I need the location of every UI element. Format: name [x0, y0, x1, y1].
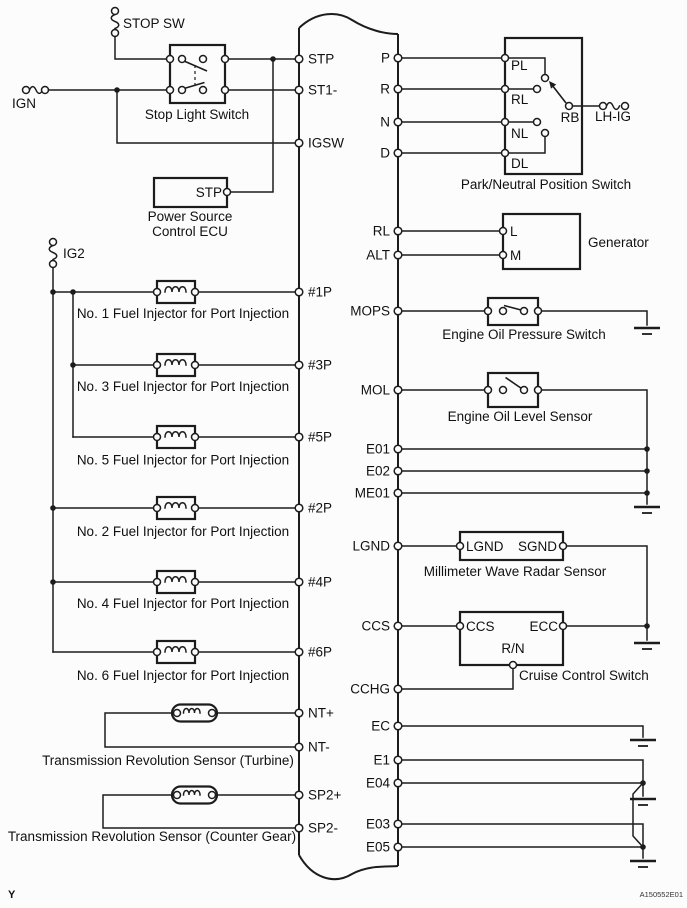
pin-label-4p: #4P: [308, 574, 333, 590]
page-corner-mark: Y: [8, 889, 16, 901]
radar-caption: Millimeter Wave Radar Sensor: [423, 564, 607, 579]
pin-label-cchg: CCHG: [350, 681, 390, 697]
figure-code: A150552E01: [639, 890, 683, 899]
stop-light-switch-caption: Stop Light Switch: [144, 107, 250, 122]
pin-label-n: N: [380, 114, 390, 130]
generator-pin-l: L: [510, 224, 518, 239]
junction-dot: [270, 56, 276, 62]
psce-pin-stp: STP: [195, 185, 222, 200]
injector-caption-3: No. 3 Fuel Injector for Port Injection: [76, 379, 290, 394]
revolution-sensor-icon: [172, 787, 217, 804]
pin-label-lgnd: LGND: [352, 538, 390, 554]
junction-dot: [644, 468, 650, 474]
right-wiring: [402, 38, 660, 867]
coil-icon: [165, 647, 186, 652]
pin-label-alt: ALT: [366, 247, 390, 263]
pin-label-6p: #6P: [308, 644, 333, 660]
pin-label-me01: ME01: [354, 485, 390, 501]
junction-dot: [644, 446, 650, 452]
coil-icon: [165, 360, 186, 365]
ground-icon: [634, 643, 660, 649]
junction-dot: [70, 362, 76, 368]
pin-label-e03: E03: [365, 816, 390, 832]
injector-caption-1: No. 1 Fuel Injector for Port Injection: [76, 306, 290, 321]
injector-icon: [154, 281, 199, 303]
lh-ig-label: LH-IG: [594, 109, 632, 124]
pin-label-igsw: IGSW: [308, 135, 344, 151]
injector-icon: [154, 354, 199, 376]
oil-level-sensor-caption: Engine Oil Level Sensor: [447, 409, 593, 424]
junction-dot: [70, 289, 76, 295]
injector-caption-5: No. 5 Fuel Injector for Port Injection: [76, 452, 290, 468]
cruise-caption: Cruise Control Switch: [519, 668, 649, 683]
engine-oil-level-sensor: [485, 373, 542, 407]
pin-label-ec: EC: [371, 718, 390, 734]
injector-caption-4: No. 4 Fuel Injector for Port Injection: [76, 596, 290, 611]
ground-icon: [634, 328, 660, 334]
junction-dot: [114, 87, 120, 93]
coil-icon: [165, 503, 186, 508]
pnp-pin-nl: NL: [511, 126, 529, 141]
counter-gear-sensor-caption: Transmission Revolution Sensor (Counter Gear): [7, 829, 297, 844]
pnp-pin-rb: RB: [560, 110, 580, 125]
ign-label: IGN: [12, 96, 37, 111]
pin-label-e05: E05: [365, 839, 390, 855]
coil-icon: [165, 287, 186, 292]
cruise-pin-ccs: CCS: [466, 619, 495, 634]
fuse-icon: [111, 8, 119, 37]
junction-dot: [50, 579, 56, 585]
junction-dot: [640, 780, 646, 786]
oil-pressure-switch-caption: Engine Oil Pressure Switch: [442, 327, 606, 342]
pin-label-ntm: NT-: [308, 739, 330, 755]
cruise-pin-ecc: ECC: [529, 619, 558, 634]
junction-dot: [640, 844, 646, 850]
engine-oil-pressure-switch: [485, 298, 542, 325]
ig2-label: IG2: [63, 246, 85, 261]
coil-icon: [165, 432, 186, 437]
pin-label-mops: MOPS: [350, 303, 390, 319]
cruise-pin-rn: R/N: [501, 641, 525, 656]
turbine-sensor-caption: Transmission Revolution Sensor (Turbine): [42, 753, 294, 768]
pnp-pin-dl: DL: [511, 156, 529, 171]
stop-sw-label: STOP SW: [123, 16, 185, 31]
pin-label-rl: RL: [372, 223, 390, 239]
left-wiring: [23, 8, 296, 829]
pin-label-st1: ST1-: [308, 82, 338, 98]
pin-label-sp2m: SP2-: [308, 820, 339, 836]
pnp-caption: Park/Neutral Position Switch: [460, 177, 632, 192]
junction-dot: [50, 505, 56, 511]
junction-dot: [644, 623, 650, 629]
coil-icon: [165, 577, 186, 582]
pnp-pin-pl: PL: [511, 58, 528, 73]
injector-icon: [154, 426, 199, 448]
injector-caption-6: No. 6 Fuel Injector for Port Injection: [76, 668, 290, 683]
coil-icon: [184, 709, 201, 714]
pin-label-3p: #3P: [308, 357, 333, 373]
ground-icon: [630, 799, 656, 805]
ground-icon: [634, 507, 660, 513]
junction-dot: [644, 490, 650, 496]
injector-caption-2: No. 2 Fuel Injector for Port Injection: [76, 524, 290, 539]
pin-label-e1: E1: [373, 752, 390, 768]
injector-icon: [154, 497, 199, 519]
pin-label-e02: E02: [365, 463, 390, 479]
fuse-icon: [23, 87, 49, 94]
pin-label-p: P: [380, 50, 390, 66]
ground-icon: [630, 740, 656, 746]
psce-caption-line1: Power Source: [147, 209, 233, 224]
psce-caption-line2: Control ECU: [152, 224, 228, 239]
pin-label-d: D: [380, 145, 390, 161]
pin-label-e04: E04: [365, 775, 390, 791]
pin-label-ccs: CCS: [361, 618, 390, 634]
pin-label-ntp: NT+: [308, 705, 334, 721]
pin-label-sp2p: SP2+: [308, 787, 342, 803]
pin-label-e01: E01: [365, 441, 390, 457]
pin-label-mol: MOL: [360, 382, 390, 398]
stop-light-switch: [167, 45, 229, 103]
pnp-pin-rl: RL: [511, 92, 529, 107]
junction-dot: [50, 289, 56, 295]
generator-caption: Generator: [588, 235, 649, 250]
switch-arm-arrow-icon: [549, 81, 556, 89]
injector-icon: [154, 571, 199, 593]
pin-label-stp: STP: [308, 51, 335, 67]
pin-label-r: R: [380, 81, 390, 97]
radar-pin-sgnd: SGND: [517, 539, 557, 554]
radar-pin-lgnd: LGND: [466, 539, 504, 554]
generator-pin-m: M: [510, 248, 522, 263]
fuse-icon: [49, 239, 57, 268]
pin-label-1p: #1P: [308, 284, 333, 300]
ground-icon: [630, 861, 656, 867]
pin-label-5p: #5P: [308, 429, 333, 445]
injector-icon: [154, 641, 199, 663]
revolution-sensor-icon: [172, 705, 217, 722]
coil-icon: [184, 791, 201, 796]
pin-label-2p: #2P: [308, 500, 333, 516]
